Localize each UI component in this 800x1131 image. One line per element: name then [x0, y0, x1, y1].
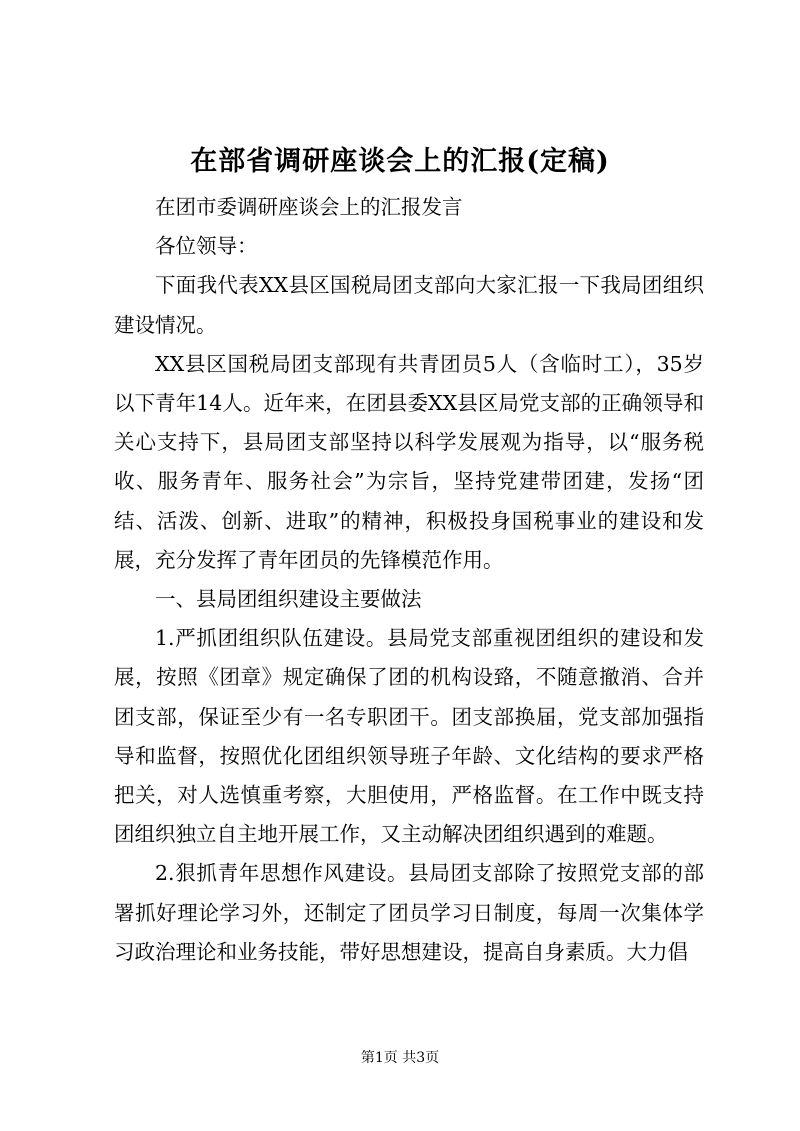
page-footer: 第1页 共3页: [360, 1050, 440, 1066]
document-body: [114, 188, 704, 972]
paragraph-overview: XX县区国税局团支部现有共青团员5人（含临时工），35岁以下青年14人。近年来，在团县委XX县区局党支部的正确领导和关心支持下，县局团支部坚持以科学发展观为指导，以“服务税收、服务青年、服务社会”为宗旨，坚持党建带团建，发扬“团结、活泼、创新、进取”的精神，积极投身国税事业的建设和发展，充分发挥了青年团员的先锋模范作用。: [114, 351, 704, 572]
document-title: 在部省调研座谈会上的汇报(定稿): [190, 146, 610, 177]
paragraph-point-2: 2.狠抓青年思想作风建设。县局团支部除了按照党支部的部署抓好理论学习外，还制定了团员学习日制度，每周一次集体学习政治理论和业务技能，带好思想建设，提高自身素质。大力倡: [114, 861, 704, 964]
paragraph-subtitle: 在团市委调研座谈会上的汇报发言: [155, 195, 463, 219]
section-heading: 一、县局团组织建设主要做法: [155, 587, 422, 612]
paragraph-salutation: 各位领导：: [155, 234, 258, 259]
paragraph-point-1: 1.严抓团组织队伍建设。县局党支部重视团组织的建设和发展，按照《团章》规定确保了团的机构设臵，不随意撤消、合并团支部，保证至少有一名专职团干。团支部换届，党支部加强指导和监督，按照优化团组织领导班子年龄、文化结构的要求严格把关，对人选慎重考察，大胆使用，严格监督。在工作中既支持团组织独立自主地开展工作，又主动解决团组织遇到的难题。: [114, 626, 704, 847]
paragraph-intro: 下面我代表XX县区国税局团支部向大家汇报一下我局团组织建设情况。: [114, 273, 704, 337]
